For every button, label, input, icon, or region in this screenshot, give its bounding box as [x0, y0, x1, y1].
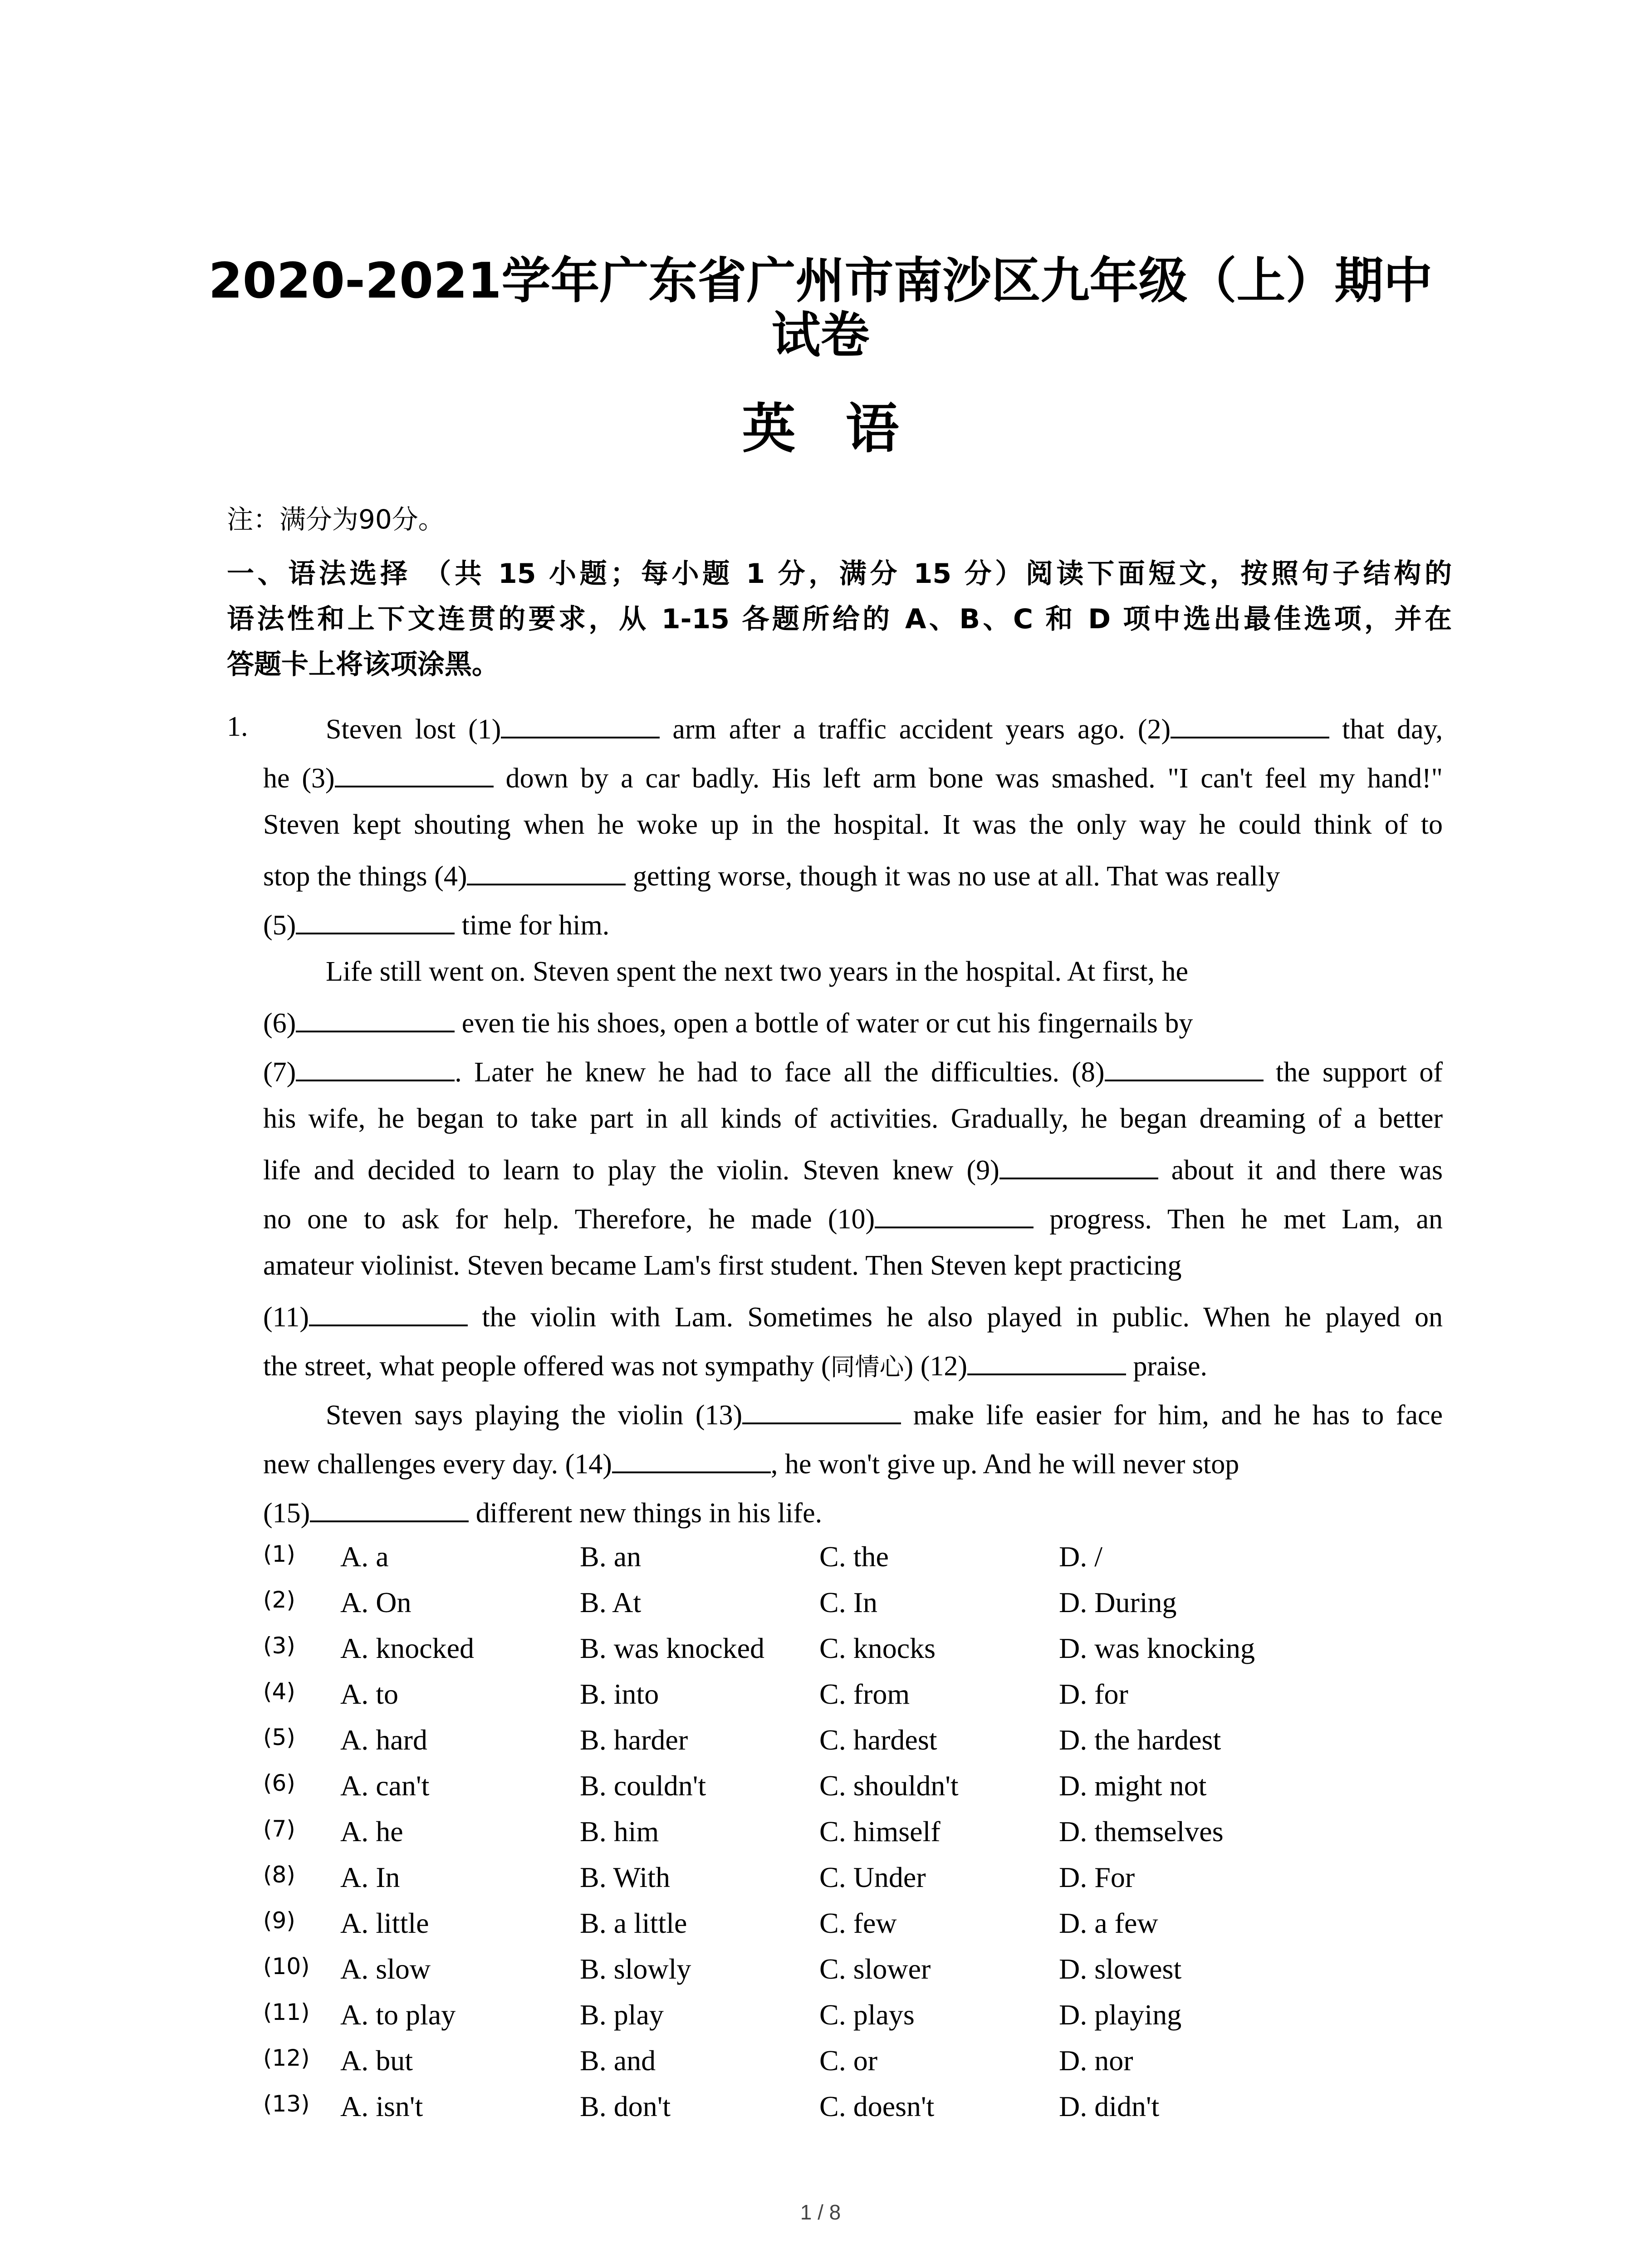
- option-c[interactable]: C. hardest: [819, 1724, 937, 1756]
- passage-text: no one to ask for help. Therefore, he made (10): [263, 1204, 875, 1235]
- option-c[interactable]: C. or: [819, 2044, 877, 2077]
- score-note: 注：满分为90分。: [227, 504, 445, 535]
- option-a[interactable]: A. little: [340, 1907, 429, 1939]
- passage-text: time for him.: [455, 910, 610, 941]
- passage-text: make life easier for him, and he has to face: [901, 1400, 1443, 1431]
- option-b[interactable]: B. don't: [580, 2090, 671, 2122]
- option-row: [0, 2043, 1641, 2083]
- blank-8: [1105, 1051, 1264, 1081]
- passage-text: getting worse, though it was no use at all. That was really: [626, 861, 1280, 892]
- option-number: (9): [263, 1907, 295, 1934]
- option-row: [0, 1951, 1641, 1992]
- passage-line: [263, 1198, 1443, 1237]
- option-b[interactable]: B. With: [580, 1861, 670, 1893]
- option-b[interactable]: B. couldn't: [580, 1769, 706, 1802]
- passage-text: he (3): [263, 763, 335, 794]
- passage-text: . Later he knew he had to face all the difficulties. (8): [455, 1057, 1105, 1088]
- passage-text: Steven says playing the violin (13): [326, 1400, 743, 1431]
- chinese-gloss: 同情心: [830, 1353, 904, 1381]
- option-d[interactable]: D. slowest: [1059, 1953, 1182, 1985]
- section-instructions-line: 答题卡上将该项涂黑。: [227, 649, 499, 680]
- passage-text: about it and there was: [1158, 1155, 1443, 1186]
- option-number: (1): [263, 1541, 295, 1567]
- option-c[interactable]: C. few: [819, 1907, 897, 1939]
- option-c[interactable]: C. In: [819, 1586, 877, 1618]
- option-a[interactable]: A. but: [340, 2044, 413, 2077]
- option-a[interactable]: A. slow: [340, 1953, 431, 1985]
- option-a[interactable]: A. to play: [340, 1999, 456, 2031]
- option-row: [0, 1539, 1641, 1579]
- exam-title-continued: 试卷: [771, 307, 870, 364]
- passage-text: new challenges every day. (14): [263, 1449, 612, 1480]
- passage-line: [263, 1443, 1443, 1482]
- option-d[interactable]: D. the hardest: [1059, 1724, 1221, 1756]
- passage-text: the support of: [1263, 1057, 1443, 1088]
- option-row: [0, 1722, 1641, 1763]
- option-a[interactable]: A. In: [340, 1861, 400, 1893]
- passage-line: amateur violinist. Steven became Lam's first student. Then Steven kept practicing: [263, 1250, 1182, 1281]
- passage-line: [326, 1394, 1443, 1433]
- passage-line: [263, 1051, 1443, 1090]
- blank-7: [296, 1051, 455, 1081]
- option-b[interactable]: B. a little: [580, 1907, 687, 1939]
- option-c[interactable]: C. himself: [819, 1815, 941, 1848]
- option-row: [0, 1630, 1641, 1671]
- blank-13: [742, 1394, 901, 1424]
- option-c[interactable]: C. slower: [819, 1953, 931, 1985]
- option-c[interactable]: C. knocks: [819, 1632, 936, 1664]
- option-number: (7): [263, 1816, 295, 1842]
- option-b[interactable]: B. At: [580, 1586, 642, 1618]
- passage-text: life and decided to learn to play the violin. Steven knew (9): [263, 1155, 999, 1186]
- option-d[interactable]: D. nor: [1059, 2044, 1133, 2077]
- option-a[interactable]: A. On: [340, 1586, 411, 1618]
- passage-text: that day,: [1329, 714, 1443, 745]
- blank-1: [501, 709, 660, 738]
- passage-line: [263, 1149, 1443, 1188]
- option-c[interactable]: C. Under: [819, 1861, 926, 1893]
- passage-text: Steven lost (1): [326, 714, 501, 745]
- option-d[interactable]: D. /: [1059, 1540, 1102, 1573]
- option-a[interactable]: A. can't: [340, 1769, 430, 1802]
- blank-4: [467, 855, 626, 885]
- passage-text: the street, what people offered was not sympathy (: [263, 1351, 831, 1382]
- option-d[interactable]: D. didn't: [1059, 2090, 1160, 2122]
- blank-12: [967, 1345, 1126, 1375]
- passage-text: , he won't give up. And he will never stop: [770, 1449, 1239, 1480]
- option-row: [0, 2088, 1641, 2129]
- blank-9: [999, 1149, 1158, 1179]
- option-d[interactable]: D. for: [1059, 1678, 1128, 1710]
- passage-line: [263, 1002, 1443, 1041]
- option-number: (10): [263, 1953, 310, 1980]
- blank-10: [875, 1198, 1034, 1228]
- option-number: (11): [263, 1999, 310, 2025]
- passage-text: even tie his shoes, open a bottle of water or cut his fingernails by: [455, 1008, 1193, 1039]
- option-a[interactable]: A. to: [340, 1678, 398, 1710]
- option-number: (5): [263, 1724, 295, 1750]
- passage-line: [263, 855, 1443, 894]
- page-number: 1 / 8: [800, 2200, 841, 2224]
- blank-2: [1171, 709, 1329, 738]
- option-b[interactable]: B. slowly: [580, 1953, 691, 1985]
- option-d[interactable]: D. During: [1059, 1586, 1177, 1618]
- passage-text: (11): [263, 1302, 309, 1333]
- option-row: [0, 1997, 1641, 2038]
- passage-line: [263, 1345, 1443, 1385]
- option-row: [0, 1813, 1641, 1854]
- option-d[interactable]: D. For: [1059, 1861, 1135, 1893]
- passage-line: [326, 709, 1443, 748]
- exam-title: 2020-2021学年广东省广州市南沙区九年级（上）期中: [208, 253, 1433, 309]
- blank-14: [612, 1443, 771, 1473]
- passage-line: Life still went on. Steven spent the next two years in the hospital. At first, he: [326, 956, 1188, 987]
- option-b[interactable]: B. into: [580, 1678, 659, 1710]
- option-c[interactable]: C. doesn't: [819, 2090, 935, 2122]
- blank-3: [335, 758, 494, 787]
- passage-text: (7): [263, 1057, 296, 1088]
- option-b[interactable]: B. was knocked: [580, 1632, 765, 1664]
- option-number: (12): [263, 2045, 310, 2071]
- passage-text: (5): [263, 910, 296, 941]
- option-d[interactable]: D. was knocking: [1059, 1632, 1255, 1664]
- passage-text: praise.: [1126, 1351, 1208, 1382]
- option-row: [0, 1905, 1641, 1946]
- section-instructions-line: 语法性和上下文连贯的要求，从 1-15 各题所给的 A、B、C 和 D 项中选出最佳选项，并在: [227, 603, 1452, 635]
- option-c[interactable]: C. from: [819, 1678, 910, 1710]
- passage-text: (6): [263, 1008, 296, 1039]
- option-number: (3): [263, 1633, 295, 1659]
- blank-6: [296, 1002, 455, 1032]
- option-a[interactable]: A. knocked: [340, 1632, 475, 1664]
- option-b[interactable]: B. harder: [580, 1724, 688, 1756]
- question-number: 1.: [227, 711, 248, 742]
- blank-15: [310, 1492, 469, 1522]
- passage-text: (15): [263, 1498, 310, 1529]
- option-d[interactable]: D. playing: [1059, 1999, 1182, 2031]
- passage-line: [263, 904, 1443, 943]
- option-row: [0, 1676, 1641, 1717]
- option-number: (6): [263, 1770, 295, 1796]
- option-d[interactable]: D. might not: [1059, 1769, 1207, 1802]
- option-row: [0, 1768, 1641, 1809]
- passage-text: stop the things (4): [263, 861, 467, 892]
- option-row: [0, 1859, 1641, 1900]
- option-d[interactable]: D. themselves: [1059, 1815, 1224, 1848]
- option-number: (13): [263, 2091, 310, 2117]
- passage-text: the violin with Lam. Sometimes he also played in public. When he played on: [468, 1302, 1443, 1333]
- option-a[interactable]: A. hard: [340, 1724, 427, 1756]
- option-number: (4): [263, 1678, 295, 1705]
- passage-line: his wife, he began to take part in all kinds of activities. Gradually, he began dreaming of a better: [263, 1103, 1443, 1134]
- option-d[interactable]: D. a few: [1059, 1907, 1158, 1939]
- option-a[interactable]: A. isn't: [340, 2090, 423, 2122]
- blank-11: [309, 1296, 468, 1326]
- option-a[interactable]: A. a: [340, 1540, 389, 1573]
- passage-line: [263, 1296, 1443, 1335]
- subject-heading: 英语: [742, 397, 949, 460]
- option-number: (8): [263, 1862, 295, 1888]
- option-b[interactable]: B. an: [580, 1540, 642, 1573]
- passage-line: Steven kept shouting when he woke up in the hospital. It was the only way he could think of to: [263, 809, 1443, 840]
- section-instructions-line: 一、语法选择 （共 15 小题；每小题 1 分，满分 15 分）阅读下面短文，按照句子结构的: [227, 558, 1452, 590]
- passage-text: ) (12): [904, 1351, 967, 1382]
- passage-text: different new things in his life.: [469, 1498, 823, 1529]
- option-b[interactable]: B. play: [580, 1999, 664, 2031]
- passage-line: [263, 758, 1443, 797]
- passage-text: progress. Then he met Lam, an: [1034, 1204, 1443, 1235]
- option-row: [0, 1584, 1641, 1625]
- blank-5: [296, 904, 455, 934]
- option-c[interactable]: C. the: [819, 1540, 889, 1573]
- passage-text: arm after a traffic accident years ago. (2): [660, 714, 1171, 745]
- passage-line: [263, 1492, 1443, 1531]
- option-b[interactable]: B. and: [580, 2044, 656, 2077]
- option-number: (2): [263, 1587, 295, 1613]
- option-c[interactable]: C. plays: [819, 1999, 915, 2031]
- passage-text: down by a car badly. His left arm bone was smashed. "I can't feel my hand!": [493, 763, 1443, 794]
- option-b[interactable]: B. him: [580, 1815, 659, 1848]
- option-a[interactable]: A. he: [340, 1815, 403, 1848]
- option-c[interactable]: C. shouldn't: [819, 1769, 959, 1802]
